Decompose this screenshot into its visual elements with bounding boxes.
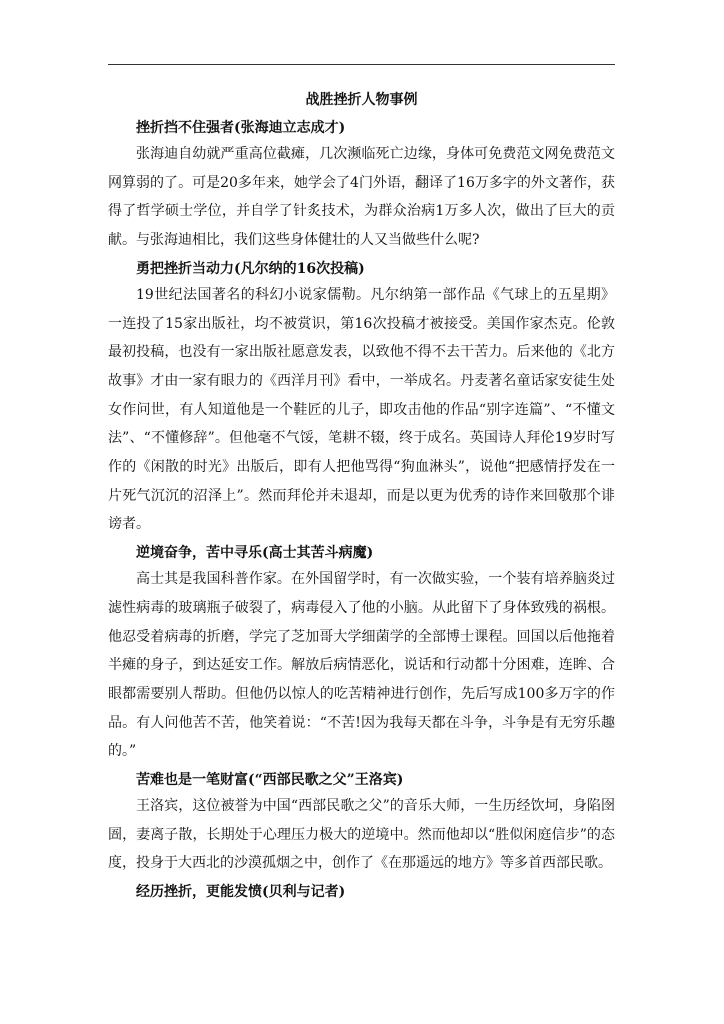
section-body-wang-luobin: 王洛宾，这位被誉为中国“西部民歌之父”的音乐大师，一生历经饮坷，身陷囹圄，妻离子散，长期处于心理压力极大的逆境中。然而他却以“胜似闲庭信步”的态度，投身于大西北的沙漠孤烟之中，创作了《在那遥远的地方》等多首西部民歌。 (108, 798, 615, 872)
document-title: 战胜挫折人物事例 (305, 92, 418, 108)
section-body-verne: 19世纪法国著名的科幻小说家儒勒。凡尔纳第一部作品《气球上的五星期》一连投了15家出版社，均不被赏识，第16次投稿才被接受。美国作家杰克。伦敦最初投稿，也没有一家出版社愿意发表，以致他不得不去干苦力。后来他的《北方故事》才由一家有眼力的《西洋月刊》看中，一举成名。丹麦著名童话家安徒生处女作问世，有人知道他是一个鞋匠的儿子，即攻击他的作品“别字连篇”、“不懂文法”、“不懂修辞”。但他毫不气馁，笔耕不辍，终于成名。英国诗人拜伦19岁时写作的《闲散的时光》出版后，即有人把他骂得“狗血淋头”，说他“把感情抒发在一片死气沉沉的沼泽上”。然而拜伦并未退却，而是以更为优秀的诗作来回敬那个诽谤者。 (108, 286, 615, 533)
section-body-zhang-haidi: 张海迪自幼就严重高位截瘫，几次濒临死亡边缘，身体可免费范文网免费范文网算弱的了。可是20多年来，她学会了4门外语，翻译了16万多字的外文著作，获得了哲学硕士学位，并自学了针炙技术，为群众治病1万多人次，做出了巨大的贡献。与张海迪相比，我们这些身体健壮的人又当做些什么呢? (108, 146, 615, 249)
section-body-gao-shiqi: 高士其是我国科普作家。在外国留学时，有一次做实验，一个装有培养脑炎过滤性病毒的玻璃瓶子破裂了，病毒侵入了他的小脑。从此留下了身体致残的祸根。他忍受着病毒的折磨，学完了芝加哥大学细菌学的全部博士课程。回国以后他拖着半瘫的身子，到达延安工作。解放后病情恶化，说话和行动都十分困难，连眸、合眼都需要别人帮助。但他仍以惊人的吃苦精神进行创作，先后写成100多万字的作品。有人问他苦不苦，他笑着说：“不苦!因为我每天都在斗争，斗争是有无穷乐趣的。” (108, 571, 615, 760)
section-heading-pele: 经历挫折，更能发愤(贝利与记者) (136, 884, 346, 901)
section-heading-zhang-haidi: 挫折挡不住强者(张海迪立志成才) (136, 120, 346, 136)
section-heading-wang-luobin: 苦难也是一笔财富(“西部民歌之父”王洛宾) (136, 772, 404, 789)
document-body (108, 88, 615, 904)
section-heading-gao-shiqi: 逆境奋争，苦中寻乐(高士其苦斗病魔) (136, 545, 374, 562)
header-rule (108, 64, 615, 65)
section-heading-verne: 勇把挫折当动力(凡尔纳的16次投稿) (136, 260, 365, 277)
